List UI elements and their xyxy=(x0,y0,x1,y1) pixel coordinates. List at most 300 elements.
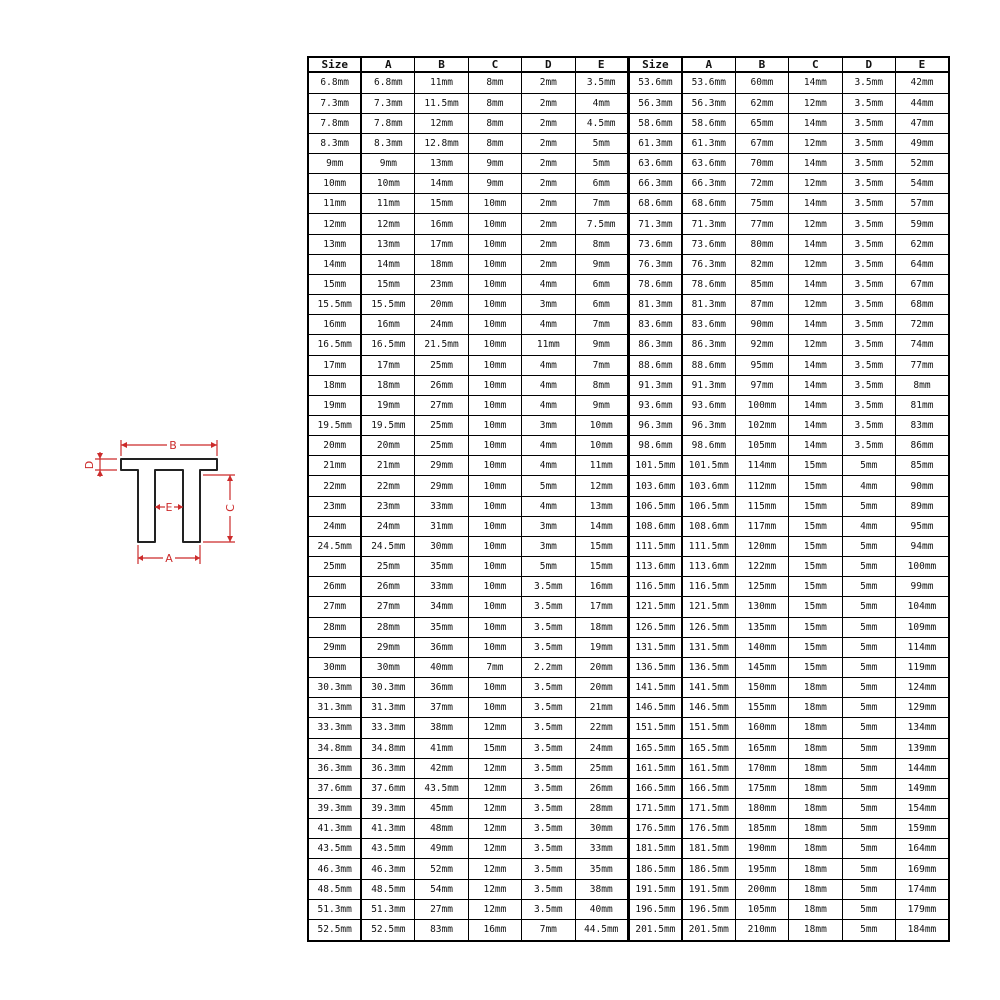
cell-d: 5mm xyxy=(842,839,895,859)
cell-e: 22mm xyxy=(575,718,628,738)
cell-b: 72mm xyxy=(735,174,788,194)
cell-c: 10mm xyxy=(468,698,521,718)
cell-a: 66.3mm xyxy=(682,174,735,194)
cell-a: 186.5mm xyxy=(682,859,735,879)
cell-e: 149mm xyxy=(895,778,949,798)
table-row xyxy=(308,395,949,415)
cell-a: 37.6mm xyxy=(361,778,414,798)
cell-b: 165mm xyxy=(735,738,788,758)
cell-e: 19mm xyxy=(575,637,628,657)
cell-c: 12mm xyxy=(789,295,842,315)
cell-a: 7.3mm xyxy=(361,93,414,113)
cell-d: 3.5mm xyxy=(522,637,575,657)
cell-size: 151.5mm xyxy=(628,718,681,738)
cell-a: 41.3mm xyxy=(361,819,414,839)
cell-e: 7.5mm xyxy=(575,214,628,234)
cell-a: 23mm xyxy=(361,496,414,516)
cell-c: 18mm xyxy=(789,778,842,798)
table-row xyxy=(308,839,949,859)
cell-size: 88.6mm xyxy=(628,355,681,375)
cell-c: 10mm xyxy=(468,214,521,234)
cell-a: 34.8mm xyxy=(361,738,414,758)
cell-size: 131.5mm xyxy=(628,637,681,657)
cell-a: 51.3mm xyxy=(361,899,414,919)
cell-d: 2mm xyxy=(522,234,575,254)
cell-c: 12mm xyxy=(468,859,521,879)
cell-c: 15mm xyxy=(789,577,842,597)
cell-size: 66.3mm xyxy=(628,174,681,194)
cell-b: 175mm xyxy=(735,778,788,798)
cell-size: 196.5mm xyxy=(628,899,681,919)
cell-d: 3.5mm xyxy=(842,133,895,153)
cell-c: 12mm xyxy=(468,819,521,839)
cell-a: 151.5mm xyxy=(682,718,735,738)
cell-size: 86.3mm xyxy=(628,335,681,355)
cell-size: 17mm xyxy=(308,355,361,375)
cell-d: 5mm xyxy=(842,657,895,677)
cell-e: 35mm xyxy=(575,859,628,879)
cell-a: 15.5mm xyxy=(361,295,414,315)
cell-b: 34mm xyxy=(415,597,468,617)
cell-d: 3.5mm xyxy=(842,153,895,173)
cell-e: 42mm xyxy=(895,72,949,93)
cell-size: 33.3mm xyxy=(308,718,361,738)
cell-d: 3.5mm xyxy=(842,295,895,315)
cell-d: 3mm xyxy=(522,295,575,315)
cell-c: 10mm xyxy=(468,416,521,436)
cell-size: 29mm xyxy=(308,637,361,657)
cell-a: 20mm xyxy=(361,436,414,456)
cell-size: 176.5mm xyxy=(628,819,681,839)
cell-size: 24.5mm xyxy=(308,536,361,556)
header-a-right: A xyxy=(682,57,735,72)
cell-b: 117mm xyxy=(735,516,788,536)
cell-a: 11mm xyxy=(361,194,414,214)
cell-b: 40mm xyxy=(415,657,468,677)
cell-a: 36.3mm xyxy=(361,758,414,778)
cell-d: 3.5mm xyxy=(522,758,575,778)
cell-b: 180mm xyxy=(735,798,788,818)
cell-d: 5mm xyxy=(842,879,895,899)
cell-b: 15mm xyxy=(415,194,468,214)
cell-b: 41mm xyxy=(415,738,468,758)
cell-b: 92mm xyxy=(735,335,788,355)
table-row xyxy=(308,234,949,254)
table-row xyxy=(308,637,949,657)
cell-c: 10mm xyxy=(468,436,521,456)
cell-c: 15mm xyxy=(789,617,842,637)
cell-size: 46.3mm xyxy=(308,859,361,879)
cell-d: 2mm xyxy=(522,194,575,214)
cell-e: 129mm xyxy=(895,698,949,718)
cell-e: 81mm xyxy=(895,395,949,415)
cell-e: 33mm xyxy=(575,839,628,859)
table-row xyxy=(308,758,949,778)
cell-e: 4mm xyxy=(575,93,628,113)
cell-e: 72mm xyxy=(895,315,949,335)
cell-d: 3.5mm xyxy=(842,234,895,254)
cell-d: 5mm xyxy=(842,718,895,738)
cell-size: 9mm xyxy=(308,153,361,173)
cell-a: 191.5mm xyxy=(682,879,735,899)
cell-c: 12mm xyxy=(789,174,842,194)
cell-b: 27mm xyxy=(415,899,468,919)
cell-d: 4mm xyxy=(522,496,575,516)
header-size-left: Size xyxy=(308,57,361,72)
cell-size: 181.5mm xyxy=(628,839,681,859)
cell-size: 61.3mm xyxy=(628,133,681,153)
cell-c: 15mm xyxy=(789,516,842,536)
cell-b: 150mm xyxy=(735,678,788,698)
cell-d: 2mm xyxy=(522,214,575,234)
cell-a: 161.5mm xyxy=(682,758,735,778)
cell-c: 10mm xyxy=(468,456,521,476)
cell-d: 3.5mm xyxy=(522,597,575,617)
cell-c: 12mm xyxy=(468,798,521,818)
cell-c: 10mm xyxy=(468,254,521,274)
cell-size: 161.5mm xyxy=(628,758,681,778)
cell-b: 122mm xyxy=(735,557,788,577)
cell-c: 15mm xyxy=(789,637,842,657)
cell-b: 67mm xyxy=(735,133,788,153)
cell-a: 201.5mm xyxy=(682,919,735,941)
cell-e: 6mm xyxy=(575,295,628,315)
cell-a: 116.5mm xyxy=(682,577,735,597)
cell-a: 81.3mm xyxy=(682,295,735,315)
table-row xyxy=(308,416,949,436)
cell-size: 21mm xyxy=(308,456,361,476)
cell-e: 68mm xyxy=(895,295,949,315)
cell-d: 4mm xyxy=(842,476,895,496)
cell-b: 21.5mm xyxy=(415,335,468,355)
cell-a: 181.5mm xyxy=(682,839,735,859)
cell-b: 25mm xyxy=(415,355,468,375)
cell-e: 64mm xyxy=(895,254,949,274)
cell-c: 12mm xyxy=(468,778,521,798)
table-row xyxy=(308,617,949,637)
table-row xyxy=(308,355,949,375)
cell-d: 3mm xyxy=(522,516,575,536)
cell-size: 19mm xyxy=(308,395,361,415)
cell-e: 100mm xyxy=(895,557,949,577)
cell-c: 15mm xyxy=(789,536,842,556)
cell-c: 10mm xyxy=(468,516,521,536)
cell-d: 3.5mm xyxy=(842,315,895,335)
table-row xyxy=(308,456,949,476)
cell-c: 14mm xyxy=(789,72,842,93)
cell-e: 109mm xyxy=(895,617,949,637)
cell-size: 12mm xyxy=(308,214,361,234)
cell-d: 5mm xyxy=(842,798,895,818)
cell-d: 4mm xyxy=(522,274,575,294)
cell-c: 15mm xyxy=(789,657,842,677)
cell-e: 184mm xyxy=(895,919,949,941)
cell-e: 74mm xyxy=(895,335,949,355)
table-row xyxy=(308,678,949,698)
cell-b: 97mm xyxy=(735,375,788,395)
cell-size: 14mm xyxy=(308,254,361,274)
cell-a: 15mm xyxy=(361,274,414,294)
cell-e: 89mm xyxy=(895,496,949,516)
cell-d: 3.5mm xyxy=(842,355,895,375)
cell-size: 30mm xyxy=(308,657,361,677)
cell-d: 3.5mm xyxy=(522,678,575,698)
header-a-left: A xyxy=(361,57,414,72)
cell-size: 201.5mm xyxy=(628,919,681,941)
cell-size: 26mm xyxy=(308,577,361,597)
cell-size: 13mm xyxy=(308,234,361,254)
cell-d: 5mm xyxy=(842,698,895,718)
cell-e: 7mm xyxy=(575,355,628,375)
cell-a: 24.5mm xyxy=(361,536,414,556)
cell-size: 52.5mm xyxy=(308,919,361,941)
cell-size: 16mm xyxy=(308,315,361,335)
cell-c: 15mm xyxy=(468,738,521,758)
cell-a: 19.5mm xyxy=(361,416,414,436)
cell-e: 77mm xyxy=(895,355,949,375)
cell-a: 46.3mm xyxy=(361,859,414,879)
cell-size: 31.3mm xyxy=(308,698,361,718)
cell-b: 185mm xyxy=(735,819,788,839)
cell-e: 104mm xyxy=(895,597,949,617)
cell-a: 71.3mm xyxy=(682,214,735,234)
cell-a: 25mm xyxy=(361,557,414,577)
cell-size: 71.3mm xyxy=(628,214,681,234)
cell-c: 18mm xyxy=(789,859,842,879)
cell-c: 18mm xyxy=(789,819,842,839)
cell-c: 10mm xyxy=(468,678,521,698)
cell-d: 5mm xyxy=(842,859,895,879)
cell-e: 10mm xyxy=(575,416,628,436)
table-row xyxy=(308,295,949,315)
cell-size: 19.5mm xyxy=(308,416,361,436)
cell-e: 7mm xyxy=(575,194,628,214)
header-b-right: B xyxy=(735,57,788,72)
cell-e: 99mm xyxy=(895,577,949,597)
cell-e: 124mm xyxy=(895,678,949,698)
cell-size: 20mm xyxy=(308,436,361,456)
cell-b: 13mm xyxy=(415,153,468,173)
header-c-right: C xyxy=(789,57,842,72)
cell-a: 7.8mm xyxy=(361,113,414,133)
cell-a: 58.6mm xyxy=(682,113,735,133)
cell-e: 20mm xyxy=(575,657,628,677)
cell-c: 12mm xyxy=(789,214,842,234)
cell-a: 27mm xyxy=(361,597,414,617)
cell-size: 15.5mm xyxy=(308,295,361,315)
cell-a: 86.3mm xyxy=(682,335,735,355)
cell-e: 179mm xyxy=(895,899,949,919)
cell-size: 16.5mm xyxy=(308,335,361,355)
table-row xyxy=(308,899,949,919)
cell-a: 63.6mm xyxy=(682,153,735,173)
table-row xyxy=(308,577,949,597)
cell-d: 5mm xyxy=(842,778,895,798)
cell-size: 106.5mm xyxy=(628,496,681,516)
cell-size: 81.3mm xyxy=(628,295,681,315)
cell-size: 36.3mm xyxy=(308,758,361,778)
cell-d: 3.5mm xyxy=(522,879,575,899)
cell-c: 10mm xyxy=(468,194,521,214)
cell-a: 88.6mm xyxy=(682,355,735,375)
cell-b: 43.5mm xyxy=(415,778,468,798)
cell-b: 75mm xyxy=(735,194,788,214)
cell-c: 14mm xyxy=(789,274,842,294)
table-row xyxy=(308,698,949,718)
cell-c: 14mm xyxy=(789,416,842,436)
cell-a: 8.3mm xyxy=(361,133,414,153)
cell-e: 52mm xyxy=(895,153,949,173)
cell-b: 12.8mm xyxy=(415,133,468,153)
cell-d: 2mm xyxy=(522,93,575,113)
cell-e: 44.5mm xyxy=(575,919,628,941)
cell-a: 10mm xyxy=(361,174,414,194)
table-row xyxy=(308,778,949,798)
cell-size: 98.6mm xyxy=(628,436,681,456)
cell-b: 27mm xyxy=(415,395,468,415)
cell-e: 25mm xyxy=(575,758,628,778)
table-row xyxy=(308,194,949,214)
cell-b: 42mm xyxy=(415,758,468,778)
cell-d: 5mm xyxy=(842,758,895,778)
cell-a: 43.5mm xyxy=(361,839,414,859)
cell-b: 190mm xyxy=(735,839,788,859)
cell-e: 86mm xyxy=(895,436,949,456)
cell-d: 3.5mm xyxy=(842,436,895,456)
cell-e: 9mm xyxy=(575,254,628,274)
cell-d: 4mm xyxy=(522,315,575,335)
cell-e: 17mm xyxy=(575,597,628,617)
cell-b: 160mm xyxy=(735,718,788,738)
cell-d: 3.5mm xyxy=(842,335,895,355)
cell-c: 18mm xyxy=(789,758,842,778)
cell-b: 140mm xyxy=(735,637,788,657)
cell-c: 8mm xyxy=(468,93,521,113)
cell-size: 11mm xyxy=(308,194,361,214)
cell-size: 27mm xyxy=(308,597,361,617)
cell-c: 18mm xyxy=(789,678,842,698)
cell-b: 130mm xyxy=(735,597,788,617)
cell-c: 8mm xyxy=(468,133,521,153)
cell-size: 141.5mm xyxy=(628,678,681,698)
cell-e: 7mm xyxy=(575,315,628,335)
cell-d: 5mm xyxy=(842,577,895,597)
cell-c: 10mm xyxy=(468,476,521,496)
cell-e: 6mm xyxy=(575,274,628,294)
cell-b: 145mm xyxy=(735,657,788,677)
cell-d: 3.5mm xyxy=(522,577,575,597)
cell-d: 5mm xyxy=(842,819,895,839)
cell-c: 14mm xyxy=(789,395,842,415)
cell-c: 12mm xyxy=(789,93,842,113)
cell-a: 196.5mm xyxy=(682,899,735,919)
cell-b: 48mm xyxy=(415,819,468,839)
cell-b: 83mm xyxy=(415,919,468,941)
cell-a: 39.3mm xyxy=(361,798,414,818)
cell-b: 37mm xyxy=(415,698,468,718)
cell-c: 16mm xyxy=(468,919,521,941)
cell-size: 121.5mm xyxy=(628,597,681,617)
cell-d: 4mm xyxy=(522,355,575,375)
cell-size: 6.8mm xyxy=(308,72,361,93)
cell-size: 34.8mm xyxy=(308,738,361,758)
cell-d: 5mm xyxy=(842,919,895,941)
cell-c: 14mm xyxy=(789,436,842,456)
cell-a: 78.6mm xyxy=(682,274,735,294)
dim-label-d: D xyxy=(83,460,96,470)
cell-b: 52mm xyxy=(415,859,468,879)
cell-a: 12mm xyxy=(361,214,414,234)
cell-e: 12mm xyxy=(575,476,628,496)
header-d-left: D xyxy=(522,57,575,72)
cell-a: 9mm xyxy=(361,153,414,173)
cell-a: 136.5mm xyxy=(682,657,735,677)
cell-a: 101.5mm xyxy=(682,456,735,476)
table-row xyxy=(308,496,949,516)
header-e-right: E xyxy=(895,57,949,72)
cell-size: 10mm xyxy=(308,174,361,194)
cell-e: 154mm xyxy=(895,798,949,818)
cell-b: 18mm xyxy=(415,254,468,274)
cell-c: 18mm xyxy=(789,879,842,899)
cell-a: 111.5mm xyxy=(682,536,735,556)
cell-d: 2.2mm xyxy=(522,657,575,677)
cell-b: 36mm xyxy=(415,678,468,698)
cell-e: 164mm xyxy=(895,839,949,859)
cell-size: 8.3mm xyxy=(308,133,361,153)
cell-e: 9mm xyxy=(575,335,628,355)
cell-e: 169mm xyxy=(895,859,949,879)
cell-d: 3.5mm xyxy=(522,617,575,637)
cell-b: 45mm xyxy=(415,798,468,818)
cell-size: 41.3mm xyxy=(308,819,361,839)
cell-a: 21mm xyxy=(361,456,414,476)
cell-b: 102mm xyxy=(735,416,788,436)
cell-e: 90mm xyxy=(895,476,949,496)
cell-b: 11.5mm xyxy=(415,93,468,113)
cell-d: 3.5mm xyxy=(522,718,575,738)
cell-c: 10mm xyxy=(468,234,521,254)
cell-e: 38mm xyxy=(575,879,628,899)
cell-c: 18mm xyxy=(789,899,842,919)
cell-d: 3.5mm xyxy=(522,839,575,859)
cell-d: 3.5mm xyxy=(842,113,895,133)
cell-e: 139mm xyxy=(895,738,949,758)
cell-d: 4mm xyxy=(842,516,895,536)
cell-b: 120mm xyxy=(735,536,788,556)
cell-c: 10mm xyxy=(468,557,521,577)
cell-b: 100mm xyxy=(735,395,788,415)
cell-b: 23mm xyxy=(415,274,468,294)
cell-a: 106.5mm xyxy=(682,496,735,516)
cell-a: 28mm xyxy=(361,617,414,637)
cell-d: 3.5mm xyxy=(522,738,575,758)
cell-e: 9mm xyxy=(575,395,628,415)
cell-c: 12mm xyxy=(468,758,521,778)
cell-d: 3.5mm xyxy=(522,778,575,798)
cell-c: 15mm xyxy=(789,496,842,516)
cell-size: 113.6mm xyxy=(628,557,681,577)
cell-b: 60mm xyxy=(735,72,788,93)
cell-e: 57mm xyxy=(895,194,949,214)
cell-d: 3.5mm xyxy=(842,274,895,294)
cell-e: 14mm xyxy=(575,516,628,536)
cell-b: 24mm xyxy=(415,315,468,335)
cell-d: 4mm xyxy=(522,456,575,476)
cell-c: 15mm xyxy=(789,456,842,476)
cell-d: 2mm xyxy=(522,72,575,93)
cell-a: 96.3mm xyxy=(682,416,735,436)
